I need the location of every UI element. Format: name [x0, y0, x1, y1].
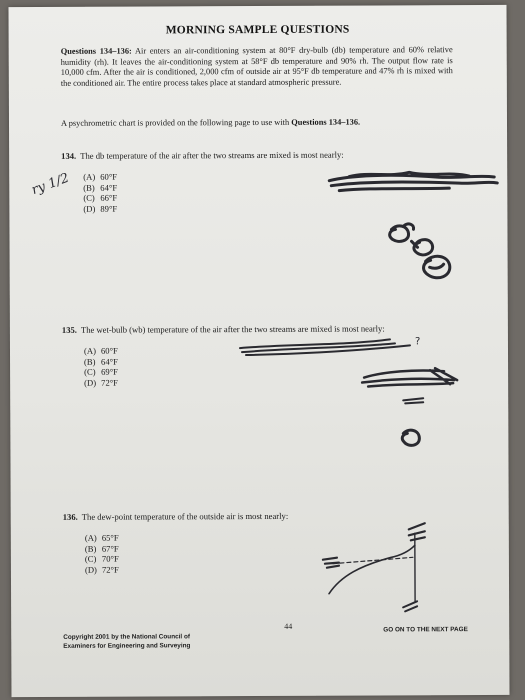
- question-134: [61, 149, 461, 214]
- option-text: 64°F: [101, 356, 118, 367]
- option-d: [84, 376, 462, 388]
- exam-page: [8, 5, 509, 697]
- scribble-mark: [403, 601, 417, 611]
- chart-note-questions: Questions 134–136.: [291, 117, 361, 127]
- page-heading: MORNING SAMPLE QUESTIONS: [165, 23, 350, 37]
- option-text: 72°F: [101, 377, 118, 388]
- answer-options: [84, 344, 462, 388]
- option-d: [83, 202, 461, 214]
- margin-note-134: ry 1/2: [29, 170, 72, 199]
- option-text: 64°F: [100, 182, 118, 193]
- option-d: [85, 563, 463, 575]
- scribble-blot: [412, 240, 433, 255]
- question-136: [63, 510, 463, 575]
- option-letter: (D): [83, 203, 96, 214]
- option-text: 72°F: [101, 564, 119, 575]
- option-letter: (B): [84, 543, 97, 554]
- question-135: [62, 323, 462, 388]
- chart-note-prefix: A psychrometric chart is provided on the following page to use with: [60, 117, 292, 128]
- option-text: 60°F: [100, 345, 118, 356]
- question-text: The wet-bulb (wb) temperature of the air after the two streams are mixed is most nearly:: [80, 323, 385, 335]
- option-text: 67°F: [101, 543, 119, 554]
- option-letter: (A): [83, 171, 96, 182]
- next-page-notice: GO ON TO THE NEXT PAGE: [383, 626, 468, 634]
- option-letter: (D): [84, 564, 97, 575]
- option-text: 89°F: [100, 203, 118, 214]
- option-text: 70°F: [101, 553, 119, 564]
- scribble-blot: [390, 224, 414, 242]
- option-letter: (D): [84, 377, 97, 388]
- answer-options: [83, 170, 461, 214]
- option-letter: (C): [83, 192, 95, 203]
- option-text: 60°F: [100, 171, 118, 182]
- option-text: 66°F: [100, 192, 118, 203]
- question-stem: [61, 149, 461, 162]
- question-stem: [62, 323, 462, 336]
- option-letter: (B): [83, 182, 95, 193]
- intro-text: Air enters an air-conditioning system at 80°F dry-bulb (db) temperature and 60% relative humidity (rh). It leaves the air-conditioning system at 58°F db temperature and 90% rh. The output flow rate is 10,000 cfm. After the air is conditioned, 2,000 cfm of outside air at 95°F db temperature and 47% rh is mixed with the conditioned air. The entire process takes place at standard atmospheric pressure.: [60, 45, 453, 88]
- question-number: 135.: [61, 324, 77, 335]
- copyright-notice: [63, 632, 190, 651]
- copyright-line-1: Copyright 2001 by the National Council of: [63, 633, 191, 641]
- intro-paragraph: [61, 45, 453, 89]
- option-letter: (A): [83, 345, 96, 356]
- option-letter: (B): [84, 356, 96, 367]
- question-stem: [63, 510, 463, 523]
- option-text: 69°F: [101, 366, 118, 377]
- question-number: 136.: [62, 511, 78, 522]
- page-number: 44: [284, 621, 293, 631]
- question-mark-note: ?: [414, 336, 421, 348]
- question-text: The dew-point temperature of the outside air is most nearly:: [81, 510, 289, 522]
- scribble-blot: [423, 256, 449, 278]
- intro-label: Questions 134–136:: [60, 46, 132, 56]
- answer-options: [85, 531, 463, 575]
- option-text: 65°F: [101, 532, 119, 543]
- option-letter: (C): [84, 366, 96, 377]
- question-text: The db temperature of the air after the two streams are mixed is most nearly:: [80, 149, 344, 161]
- option-letter: (A): [84, 532, 97, 543]
- chart-note: [61, 117, 453, 128]
- question-number: 134.: [61, 150, 77, 161]
- copyright-line-2: Examiners for Engineering and Surveying: [63, 642, 191, 650]
- scribble-blot: [402, 430, 419, 445]
- scribble-mark: [403, 398, 423, 403]
- option-letter: (C): [84, 553, 97, 564]
